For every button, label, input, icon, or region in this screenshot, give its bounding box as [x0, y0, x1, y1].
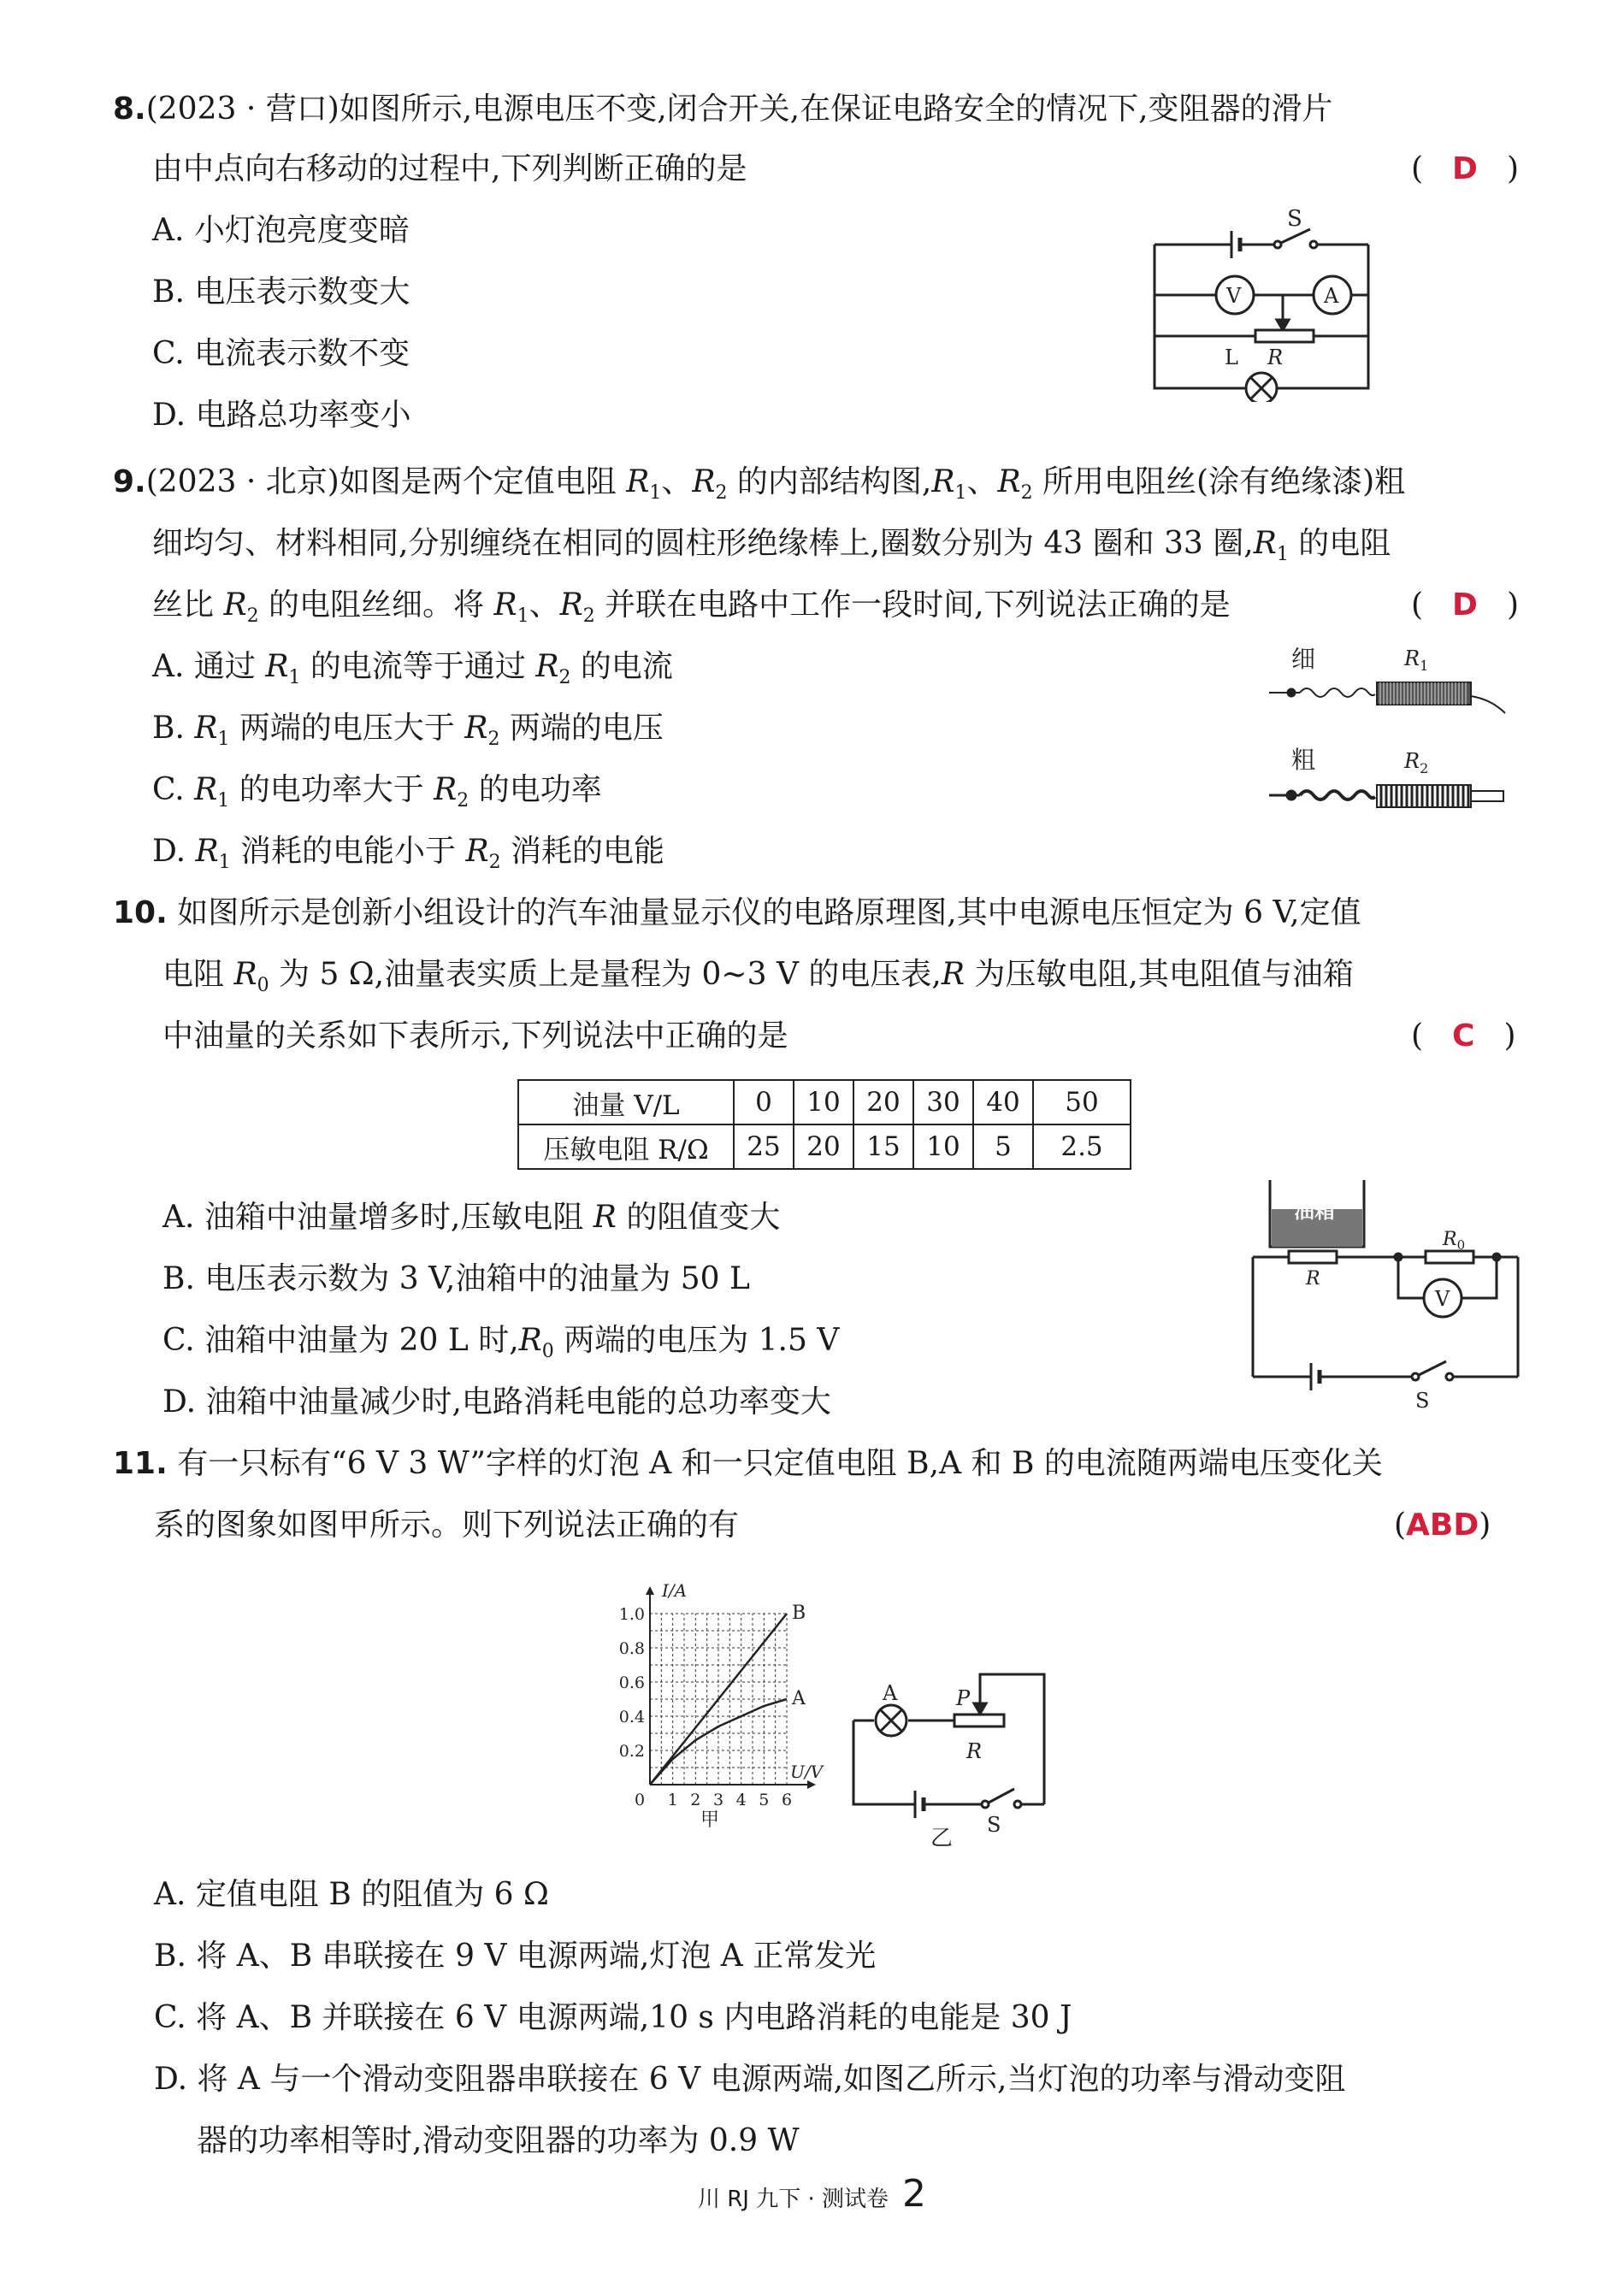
q11-fig-lamp-label: A [883, 1681, 898, 1705]
y-axis-label: I/A [662, 1580, 688, 1601]
q10-fig-voltmeter-label: V [1435, 1287, 1450, 1311]
q8-option-d: D. 电路总功率变小 [152, 398, 411, 433]
x-tick-label: 0 [634, 1791, 646, 1809]
q9-fig-thick-label: 粗 [1291, 746, 1316, 774]
q11-fig-switch-label: S [987, 1813, 1001, 1837]
q9-option-c: C. $R_1$ 的电功率大于 $R_2$ 的电功率 [152, 772, 602, 812]
q9-line3: 丝比 $R_2$ 的电阻丝细。将 $R_1$、$R_2$ 并联在电路中工作一段时间,下列说法正确的是 [152, 587, 1231, 628]
table-cell: 10 [913, 1124, 973, 1169]
q11-option-c: C. 将 A、B 并联接在 6 V 电源两端,10 s 内电路消耗的电能是 30 J [154, 2000, 1072, 2035]
series-label-A: A [792, 1688, 806, 1709]
q11-fig-p-label: P [956, 1686, 971, 1710]
table-cell: 50 [1033, 1080, 1131, 1124]
y-axis-arrow [646, 1586, 654, 1595]
q11-option-d-cont: 器的功率相等时,滑动变阻器的功率为 0.9 W [197, 2123, 800, 2158]
q10-fig-switch-label: S [1415, 1389, 1430, 1413]
q9-option-b: B. $R_1$ 两端的电压大于 $R_2$ 两端的电压 [152, 711, 664, 751]
q11-option-b: B. 将 A、B 串联接在 9 V 电源两端,灯泡 A 正常发光 [154, 1939, 877, 1974]
q10-option-b: B. 电压表示数为 3 V,油箱中的油量为 50 L [162, 1261, 750, 1296]
q10-fuel-gauge-circuit [1244, 1172, 1527, 1420]
q10-option-d: D. 油箱中油量减少时,电路消耗电能的总功率变大 [162, 1384, 831, 1420]
chart-caption: 甲 [700, 1809, 720, 1831]
q10-line2: 电阻 $R_0$ 为 5 Ω,油量表实质上是量程为 0~3 V 的电压表,R 为压敏电阻,其电阻值与油箱 [162, 957, 1354, 997]
q10-fig-r-label: R [1306, 1268, 1320, 1290]
q11-answer: (ABD) [1394, 1508, 1491, 1543]
q8-fig-lamp-label: L [1225, 345, 1238, 369]
y-tick-label: 0.2 [618, 1742, 645, 1761]
q11-line2: 系的图象如图甲所示。则下列说法正确的有 [154, 1508, 740, 1543]
table-cell: 25 [734, 1124, 794, 1169]
q11-fig-r-label: R [966, 1739, 983, 1763]
q9-answer: ( D ) [1411, 587, 1519, 623]
q9-fig-r2-label: $R_2$ [1404, 749, 1429, 776]
q10-answer: ( C ) [1411, 1018, 1516, 1054]
q8-fig-voltmeter-label: V [1226, 284, 1242, 308]
page-footer [0, 2172, 1624, 2216]
q8-option-b: B. 电压表示数变大 [152, 274, 410, 310]
table-cell: 15 [853, 1124, 913, 1169]
y-tick-label: 0.8 [618, 1639, 645, 1658]
x-tick-label: 6 [781, 1791, 793, 1809]
q10-line3: 中油量的关系如下表所示,下列说法中正确的是 [162, 1018, 788, 1054]
q10-fig-r0-label: $R_0$ [1443, 1229, 1466, 1253]
x-tick-label: 3 [712, 1791, 724, 1809]
table-cell: 30 [913, 1080, 973, 1124]
q11-option-d: D. 将 A 与一个滑动变阻器串联接在 6 V 电源两端,如图乙所示,当灯泡的功率与滑动变阻 [154, 2062, 1346, 2097]
table-row [518, 1080, 1131, 1124]
q8-number: 8. [113, 91, 146, 127]
q11-iu-chart [599, 1561, 847, 1851]
q9-number: 9. [113, 464, 146, 499]
q10-line1: 10. 如图所示是创新小组设计的汽车油量显示仪的电路原理图,其中电源电压恒定为 6 V,定值 [113, 895, 1361, 930]
q9-fig-thin-label: 细 [1291, 645, 1316, 673]
q9-option-d: D. $R_1$ 消耗的电能小于 $R_2$ 消耗的电能 [152, 834, 665, 874]
x-tick-label: 2 [690, 1791, 701, 1809]
table-cell: 10 [794, 1080, 853, 1124]
table-cell: 0 [734, 1080, 794, 1124]
q8-fig-ammeter-label: A [1324, 284, 1339, 308]
series-label-B: B [792, 1602, 806, 1624]
q10-number: 10. [113, 895, 168, 930]
q10-fig-tank-label: 油箱 [1294, 1198, 1335, 1223]
q11-slide-rheostat-circuit [838, 1659, 1052, 1851]
x-axis-label: U/V [790, 1762, 824, 1782]
table-cell: 5 [973, 1124, 1033, 1169]
q9-fig-r1-label: $R_1$ [1404, 646, 1429, 674]
table-header-cell: 油量 V/L [518, 1080, 734, 1124]
y-tick-label: 1.0 [618, 1605, 645, 1624]
q10-oil-resistance-table [517, 1079, 1131, 1170]
q9-line2: 细均匀、材料相同,分别缠绕在相同的圆柱形绝缘棒上,圈数分别为 43 圈和 33 圈$,R_1$ 的电阻 [152, 526, 1391, 566]
q9-line1: 9.(2023 · 北京)如图是两个定值电阻 $R_1$、$R_2$ 的内部结构图$,R_1$、$R_2$ 所用电阻丝(涂有绝缘漆)粗 [113, 464, 1406, 505]
y-tick-label: 0.6 [618, 1673, 645, 1692]
table-cell: 40 [973, 1080, 1033, 1124]
table-row [518, 1124, 1131, 1169]
x-tick-label: 4 [735, 1791, 747, 1809]
q11-option-a: A. 定值电阻 B 的阻值为 6 Ω [154, 1877, 549, 1912]
q11-fig-caption: 乙 [930, 1826, 954, 1851]
table-cell: 2.5 [1033, 1124, 1131, 1169]
table-cell: 20 [794, 1124, 853, 1169]
q11-number: 11. [113, 1446, 168, 1481]
q8-option-a: A. 小灯泡亮度变暗 [152, 213, 410, 248]
q9-option-a: A. 通过 $R_1$ 的电流等于通过 $R_2$ 的电流 [152, 649, 673, 689]
y-tick-label: 0.4 [618, 1708, 645, 1726]
x-tick-label: 1 [667, 1791, 678, 1809]
footer-text: 川 RJ 九下 · 测试卷 [697, 2187, 889, 2212]
q8-fig-resistor-label: R [1267, 345, 1284, 369]
q8-answer: ( D ) [1411, 151, 1519, 186]
q8-line1: 8.(2023 · 营口)如图所示,电源电压不变,闭合开关,在保证电路安全的情况下,变阻器的滑片 [113, 91, 1333, 127]
page-number: 2 [902, 2172, 927, 2216]
q8-circuit-diagram [1137, 205, 1385, 402]
q10-option-a: A. 油箱中油量增多时,压敏电阻 R 的阻值变大 [162, 1200, 781, 1235]
q11-line1: 11. 有一只标有“6 V 3 W”字样的灯泡 A 和一只定值电阻 B,A 和 B 的电流随两端电压变化关 [113, 1446, 1383, 1481]
q8-line2: 由中点向右移动的过程中,下列判断正确的是 [152, 151, 747, 186]
table-cell: 20 [853, 1080, 913, 1124]
q8-option-c: C. 电流表示数不变 [152, 336, 410, 371]
table-header-cell: 压敏电阻 R/Ω [518, 1124, 734, 1169]
x-tick-label: 5 [759, 1791, 770, 1809]
q10-option-c: C. 油箱中油量为 20 L 时$,R_0$ 两端的电压为 1.5 V [162, 1323, 840, 1363]
q8-fig-switch-label: S [1287, 206, 1302, 232]
q9-resistor-structure-figure [1266, 640, 1522, 819]
